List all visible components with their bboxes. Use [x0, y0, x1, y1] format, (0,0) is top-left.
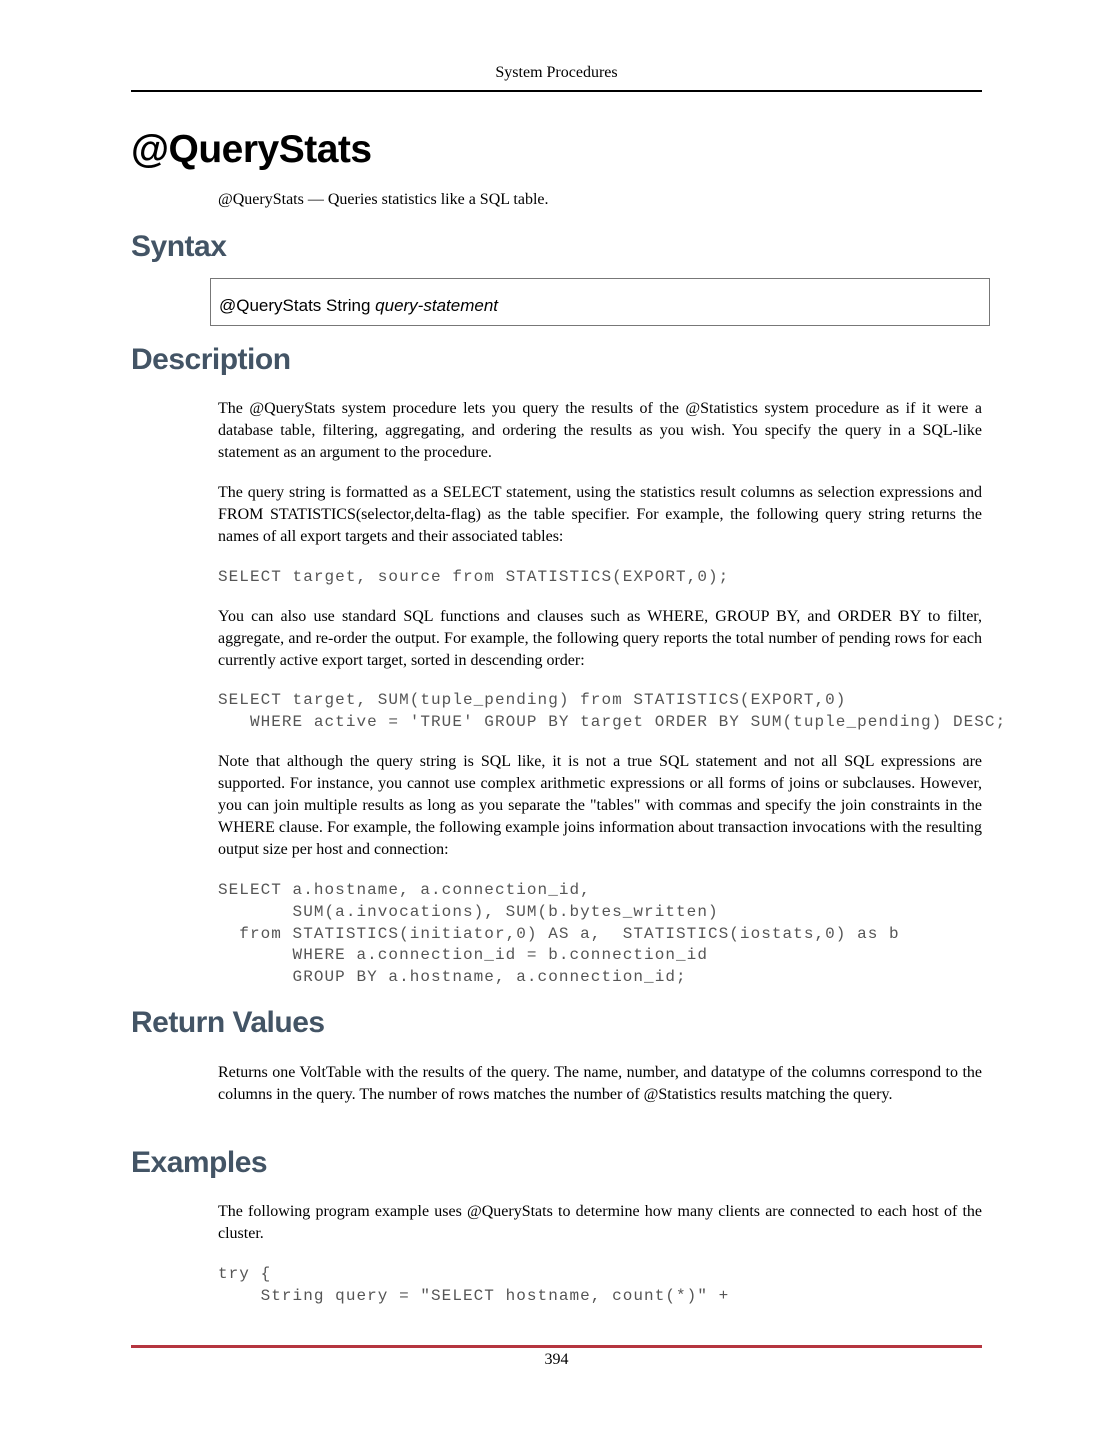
examples-paragraph: The following program example uses @QueryStats to determine how many clients are connected to each host of the cluster.	[218, 1203, 982, 1242]
syntax-command: @QueryStats String	[219, 296, 376, 315]
code-block: SELECT a.hostname, a.connection_id, SUM(a.invocations), SUM(b.bytes_written) from STATISTICS(initiator,0) AS a, STATISTICS(iostats,0) as b WHERE a.connection_id = b.connection_id GROUP BY a.hostname, a.connection_id;	[218, 881, 900, 987]
syntax-param: query-statement	[375, 296, 498, 315]
footer-rule	[131, 1345, 982, 1348]
page-number: 394	[544, 1351, 569, 1368]
page-title: @QueryStats	[131, 128, 372, 171]
examples-heading: Examples	[131, 1146, 268, 1179]
code-block: SELECT target, source from STATISTICS(EXPORT,0);	[218, 568, 730, 586]
syntax-box	[210, 278, 990, 326]
syntax-heading: Syntax	[131, 230, 227, 263]
description-paragraph: Note that although the query string is SQL like, it is not a true SQL statement and not all SQL expressions are supported. For instance, you cannot use complex arithmetic expressions or all forms of joins or subclauses. However, you can join multiple results as long as you separate the "tables" with commas and specify the join constraints in the WHERE clause. For example, the following example joins information about transaction invocations with the resulting output size per host and connection:	[218, 753, 982, 858]
header-rule	[131, 90, 982, 92]
return-values-paragraph: Returns one VoltTable with the results of the query. The name, number, and datatype of the columns correspond to the columns in the query. The number of rows matches the number of @Statistics results matching the query.	[218, 1064, 982, 1103]
description-paragraph: You can also use standard SQL functions and clauses such as WHERE, GROUP BY, and ORDER BY to filter, aggregate, and re-order the output. For example, the following query reports the total number of pending rows for each currently active export target, sorted in descending order:	[218, 608, 982, 669]
return-values-heading: Return Values	[131, 1006, 325, 1039]
description-heading: Description	[131, 343, 291, 376]
running-header: System Procedures	[495, 64, 618, 81]
code-block: try { String query = "SELECT hostname, count(*)" +	[218, 1265, 730, 1305]
tagline: @QueryStats — Queries statistics like a SQL table.	[218, 191, 549, 208]
description-paragraph: The query string is formatted as a SELECT statement, using the statistics result columns as selection expressions and FROM STATISTICS(selector,delta-flag) as the table specifier. For example, the following query string returns the names of all export targets and their associated tables:	[218, 484, 982, 545]
description-paragraph: The @QueryStats system procedure lets you query the results of the @Statistics system procedure as if it were a database table, filtering, aggregating, and ordering the results as you wish. You specify the query in a SQL-like statement as an argument to the procedure.	[218, 400, 982, 461]
code-block: SELECT target, SUM(tuple_pending) from STATISTICS(EXPORT,0) WHERE active = 'TRUE' GROUP BY target ORDER BY SUM(tuple_pending) DESC;	[218, 691, 1007, 731]
